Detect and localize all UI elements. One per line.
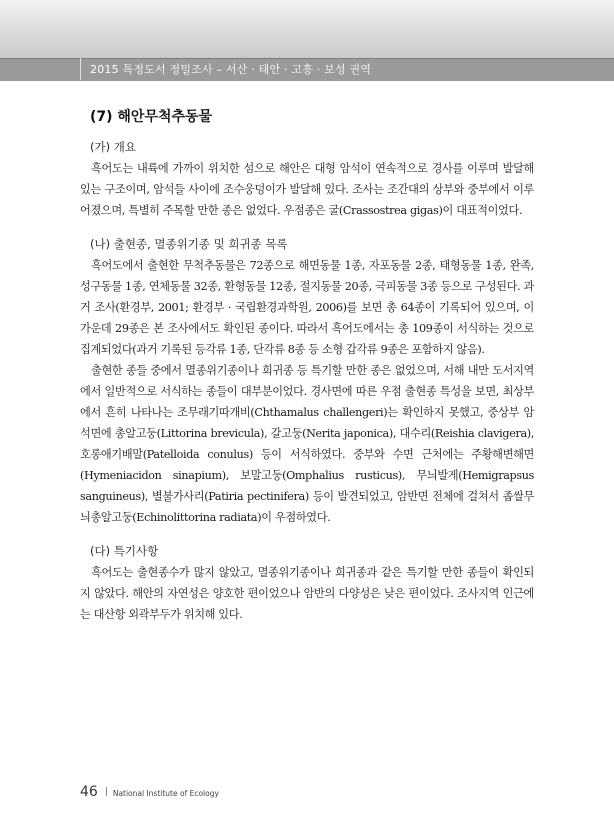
header-divider [80, 58, 81, 80]
page-footer [80, 781, 219, 800]
section-title: (7) 해안무척추동물 [90, 109, 213, 125]
spacer [80, 221, 534, 234]
running-header-title: 2015 특정도서 정밀조사 – 서산 · 태안 · 고흥 · 보성 권역 [90, 63, 372, 76]
body-content [80, 137, 534, 625]
subsection-heading-overview: (가) 개요 [90, 140, 136, 154]
paragraph-overview: 흑어도는 내륙에 가까이 위치한 섬으로 해안은 대형 암석이 연속적으로 경사를 이루며 발달해있는 구조이며, 암석들 사이에 조수웅덩이가 발달해 있다. 조사는 조간대의 상부와 중부에서 이루어졌으며, 특별히 주목할 만한 종은 없었다. 우점종은 굴(Crassostrea gigas)이 대표적이었다. [80, 162, 534, 217]
spacer [80, 528, 534, 541]
page-number: 46 [80, 784, 98, 800]
paragraph-dominant-species: 출현한 종들 중에서 멸종위기종이나 희귀종 등 특기할 만한 종은 없었으며, 서해 내만 도서지역에서 일반적으로 서식하는 종들이 대부분이었다. 경사면에 따른 우점 출현종 특성을 보면, 최상부에서 흔히 나타나는 조무래기따개비(Chthamalus challengeri)는 확인하지 못했고, 중상부 암석면에 총알고둥(Littorina brevicula), 갈고둥(Nerita japonica), 대수리(Reishia clavigera), 호롱애기배말(Patelloida conulus) 등이 서식하였다. 중부와 수면 근처에는 주황해변해면(Hymeniacidon sinapium), 보말고둥(Omphalius rusticus), 무늬발게(Hemigrapsus sanguineus), 별불가사리(Patiria pectinifera) 등이 발견되었고, 암반면 전체에 걸쳐서 좁쌀무늬총알고둥(Echinolittorina radiata)이 우점하였다. [80, 364, 534, 524]
subsection-heading-notes: (다) 특기사항 [90, 544, 159, 558]
header-band [0, 0, 614, 58]
paragraph-notes: 흑어도는 출현종수가 많지 않았고, 멸종위기종이나 희귀종과 같은 특기할 만한 종들이 확인되지 않았다. 해안의 자연성은 양호한 편이었으나 암반의 다양성은 낮은 편이었다. 조사지역 인근에는 대산항 외곽부두가 위치해 있다. [80, 566, 534, 621]
subsection-heading-species-list: (나) 출현종, 멸종위기종 및 희귀종 목록 [90, 237, 288, 251]
footer-divider [106, 787, 107, 796]
paragraph-species-count: 흑어도에서 출현한 무척추동물은 72종으로 해면동물 1종, 자포동물 2종, 태형동물 1종, 완족, 성구동물 1종, 연체동물 32종, 환형동물 12종, 절지동물 20종, 극피동물 3종 등으로 구성된다. 과거 조사(환경부, 2001; 환경부 · 국립환경과학원, 2006)를 보면 총 64종이 기록되어 있으며, 이 가운데 29종은 본 조사에서도 확인된 종이다. 따라서 흑어도에서는 총 109종이 서식하는 것으로 집계되었다(과거 기록된 등각류 1종, 단각류 8종 등 소형 갑각류 9종은 포함하지 않음). [80, 259, 534, 356]
institute-name: National Institute of Ecology [112, 789, 219, 798]
